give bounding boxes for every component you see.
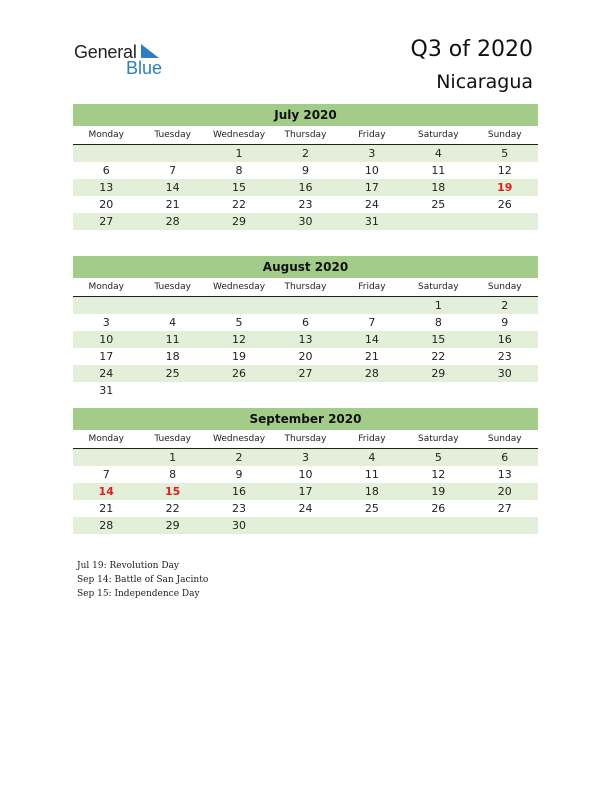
week-row [73, 314, 538, 331]
day-cell: 17 [364, 181, 379, 194]
day-cell [339, 297, 405, 314]
weekday-label: Tuesday [154, 434, 191, 444]
day-cell: 7 [102, 468, 110, 481]
month-title: July 2020 [73, 104, 538, 126]
week-row [73, 483, 538, 500]
day-cell: 25 [364, 502, 379, 515]
holiday-note: Sep 15: Independence Day [77, 589, 200, 599]
day-cell: 4 [434, 147, 442, 160]
weekday-label: Friday [358, 434, 386, 444]
month-title: September 2020 [73, 408, 538, 430]
week-row [73, 331, 538, 348]
day-cell: 14 [165, 181, 180, 194]
day-cell: 5 [434, 451, 442, 464]
day-cell: 22 [232, 198, 247, 211]
day-cell [139, 382, 205, 399]
day-cell: 19 [431, 485, 446, 498]
day-cell: 26 [497, 198, 512, 211]
day-cell: 7 [368, 316, 376, 329]
day-cell: 5 [501, 147, 509, 160]
day-cell: 6 [301, 316, 309, 329]
day-cell: 2 [301, 147, 309, 160]
day-cell: 12 [431, 468, 446, 481]
day-cell [272, 382, 338, 399]
weekday-header-row [73, 279, 538, 297]
day-cell: 21 [165, 198, 180, 211]
day-cell: 17 [298, 485, 313, 498]
day-cell: 24 [99, 367, 114, 380]
weekday-header-row [73, 127, 538, 145]
week-row [73, 500, 538, 517]
weekday-label: Monday [88, 434, 124, 444]
day-cell [206, 297, 272, 314]
day-cell: 18 [165, 350, 180, 363]
day-cell: 26 [431, 502, 446, 515]
day-cell [339, 517, 405, 534]
day-cell: 27 [497, 502, 512, 515]
day-cell: 22 [165, 502, 180, 515]
holiday-notes [77, 559, 208, 601]
day-cell: 4 [169, 316, 177, 329]
day-cell: 13 [99, 181, 114, 194]
day-cell: 6 [501, 451, 509, 464]
weekday-label: Saturday [418, 434, 459, 444]
day-cell [139, 297, 205, 314]
day-cell: 31 [99, 384, 114, 397]
day-cell: 14 [98, 485, 114, 498]
day-cell: 5 [235, 316, 243, 329]
day-cell: 2 [235, 451, 243, 464]
day-cell: 9 [301, 164, 309, 177]
day-cell: 20 [99, 198, 114, 211]
day-cell: 24 [364, 198, 379, 211]
day-cell [339, 382, 405, 399]
day-cell: 30 [298, 215, 313, 228]
day-cell: 29 [431, 367, 446, 380]
week-row [73, 365, 538, 382]
day-cell: 26 [232, 367, 247, 380]
day-cell: 1 [169, 451, 177, 464]
day-cell: 15 [164, 485, 181, 498]
day-cell: 18 [431, 181, 446, 194]
day-cell [272, 297, 338, 314]
day-cell: 3 [368, 147, 376, 160]
weekday-label: Wednesday [213, 282, 266, 292]
day-cell: 2 [501, 299, 509, 312]
day-cell: 8 [235, 164, 243, 177]
day-cell [472, 517, 538, 534]
day-cell [73, 297, 139, 314]
holiday-note: Jul 19: Revolution Day [77, 561, 180, 571]
day-cell: 19 [232, 350, 247, 363]
weekday-label: Sunday [487, 282, 522, 292]
day-cell: 28 [364, 367, 379, 380]
day-cell [206, 382, 272, 399]
day-cell: 21 [364, 350, 379, 363]
generalblue-logo [74, 42, 174, 78]
weekday-label: Friday [358, 282, 386, 292]
weekday-label: Thursday [284, 282, 327, 292]
day-cell: 16 [298, 181, 313, 194]
day-cell: 12 [497, 164, 512, 177]
weekday-label: Wednesday [213, 434, 266, 444]
week-row [73, 466, 538, 483]
day-cell: 4 [368, 451, 376, 464]
day-cell: 24 [298, 502, 313, 515]
day-cell: 6 [102, 164, 110, 177]
weekday-label: Wednesday [213, 130, 266, 140]
weekday-label: Friday [358, 130, 386, 140]
logo-word-blue: Blue [126, 58, 163, 78]
weekday-label: Sunday [487, 130, 522, 140]
day-cell [139, 145, 205, 162]
day-cell: 23 [232, 502, 247, 515]
day-cell: 10 [298, 468, 313, 481]
day-cell [472, 382, 538, 399]
day-cell: 27 [298, 367, 313, 380]
logo-word-general: General [74, 42, 137, 62]
weekday-header-row [73, 431, 538, 449]
day-cell: 14 [364, 333, 379, 346]
day-cell: 22 [431, 350, 446, 363]
day-cell: 28 [165, 215, 180, 228]
day-cell: 13 [298, 333, 313, 346]
day-cell: 11 [165, 333, 180, 346]
day-cell: 21 [99, 502, 114, 515]
day-cell: 1 [434, 299, 442, 312]
day-cell: 18 [364, 485, 379, 498]
day-cell: 9 [235, 468, 243, 481]
logo-triangle-icon [141, 44, 159, 58]
day-cell: 11 [364, 468, 379, 481]
week-row [73, 196, 538, 213]
day-cell [405, 517, 471, 534]
week-row [73, 213, 538, 230]
day-cell: 8 [169, 468, 177, 481]
page-title: Q3 of 2020 [410, 37, 533, 62]
day-cell: 31 [364, 215, 379, 228]
day-cell: 30 [232, 519, 247, 532]
day-cell [472, 213, 538, 230]
day-cell: 15 [431, 333, 446, 346]
day-cell: 28 [99, 519, 114, 532]
day-cell [405, 382, 471, 399]
day-cell: 15 [232, 181, 247, 194]
weekday-label: Thursday [284, 130, 327, 140]
weekday-label: Saturday [418, 282, 459, 292]
day-cell: 9 [501, 316, 509, 329]
day-cell [272, 517, 338, 534]
day-cell: 16 [497, 333, 512, 346]
month-title: August 2020 [73, 256, 538, 278]
day-cell: 13 [497, 468, 512, 481]
day-cell: 8 [434, 316, 442, 329]
day-cell: 17 [99, 350, 114, 363]
day-cell: 19 [497, 181, 513, 194]
day-cell: 10 [99, 333, 114, 346]
week-row [73, 297, 538, 314]
day-cell: 23 [497, 350, 512, 363]
holiday-note: Sep 14: Battle of San Jacinto [77, 575, 209, 585]
day-cell: 27 [99, 215, 114, 228]
week-row [73, 348, 538, 365]
day-cell: 11 [431, 164, 446, 177]
day-cell [405, 213, 471, 230]
week-row [73, 517, 538, 534]
day-cell: 12 [232, 333, 247, 346]
day-cell: 25 [431, 198, 446, 211]
week-row [73, 145, 538, 162]
day-cell [73, 449, 139, 466]
day-cell: 23 [298, 198, 313, 211]
day-cell: 29 [165, 519, 180, 532]
month-september [73, 408, 538, 534]
day-cell: 10 [364, 164, 379, 177]
weekday-label: Saturday [418, 130, 459, 140]
weekday-label: Monday [88, 130, 124, 140]
page-subtitle: Nicaragua [436, 71, 533, 93]
day-cell: 1 [235, 147, 243, 160]
month-august [73, 256, 538, 399]
week-row [73, 179, 538, 196]
week-row [73, 449, 538, 466]
day-cell [73, 145, 139, 162]
weekday-label: Thursday [284, 434, 327, 444]
day-cell: 20 [497, 485, 512, 498]
day-cell: 16 [232, 485, 247, 498]
day-cell: 7 [169, 164, 177, 177]
week-row [73, 382, 538, 399]
day-cell: 3 [301, 451, 309, 464]
weekday-label: Monday [88, 282, 124, 292]
month-july [73, 104, 538, 230]
day-cell: 30 [497, 367, 512, 380]
day-cell: 25 [165, 367, 180, 380]
day-cell: 3 [102, 316, 110, 329]
week-row [73, 162, 538, 179]
weekday-label: Sunday [487, 434, 522, 444]
day-cell: 29 [232, 215, 247, 228]
weekday-label: Tuesday [154, 130, 191, 140]
weekday-label: Tuesday [154, 282, 191, 292]
day-cell: 20 [298, 350, 313, 363]
